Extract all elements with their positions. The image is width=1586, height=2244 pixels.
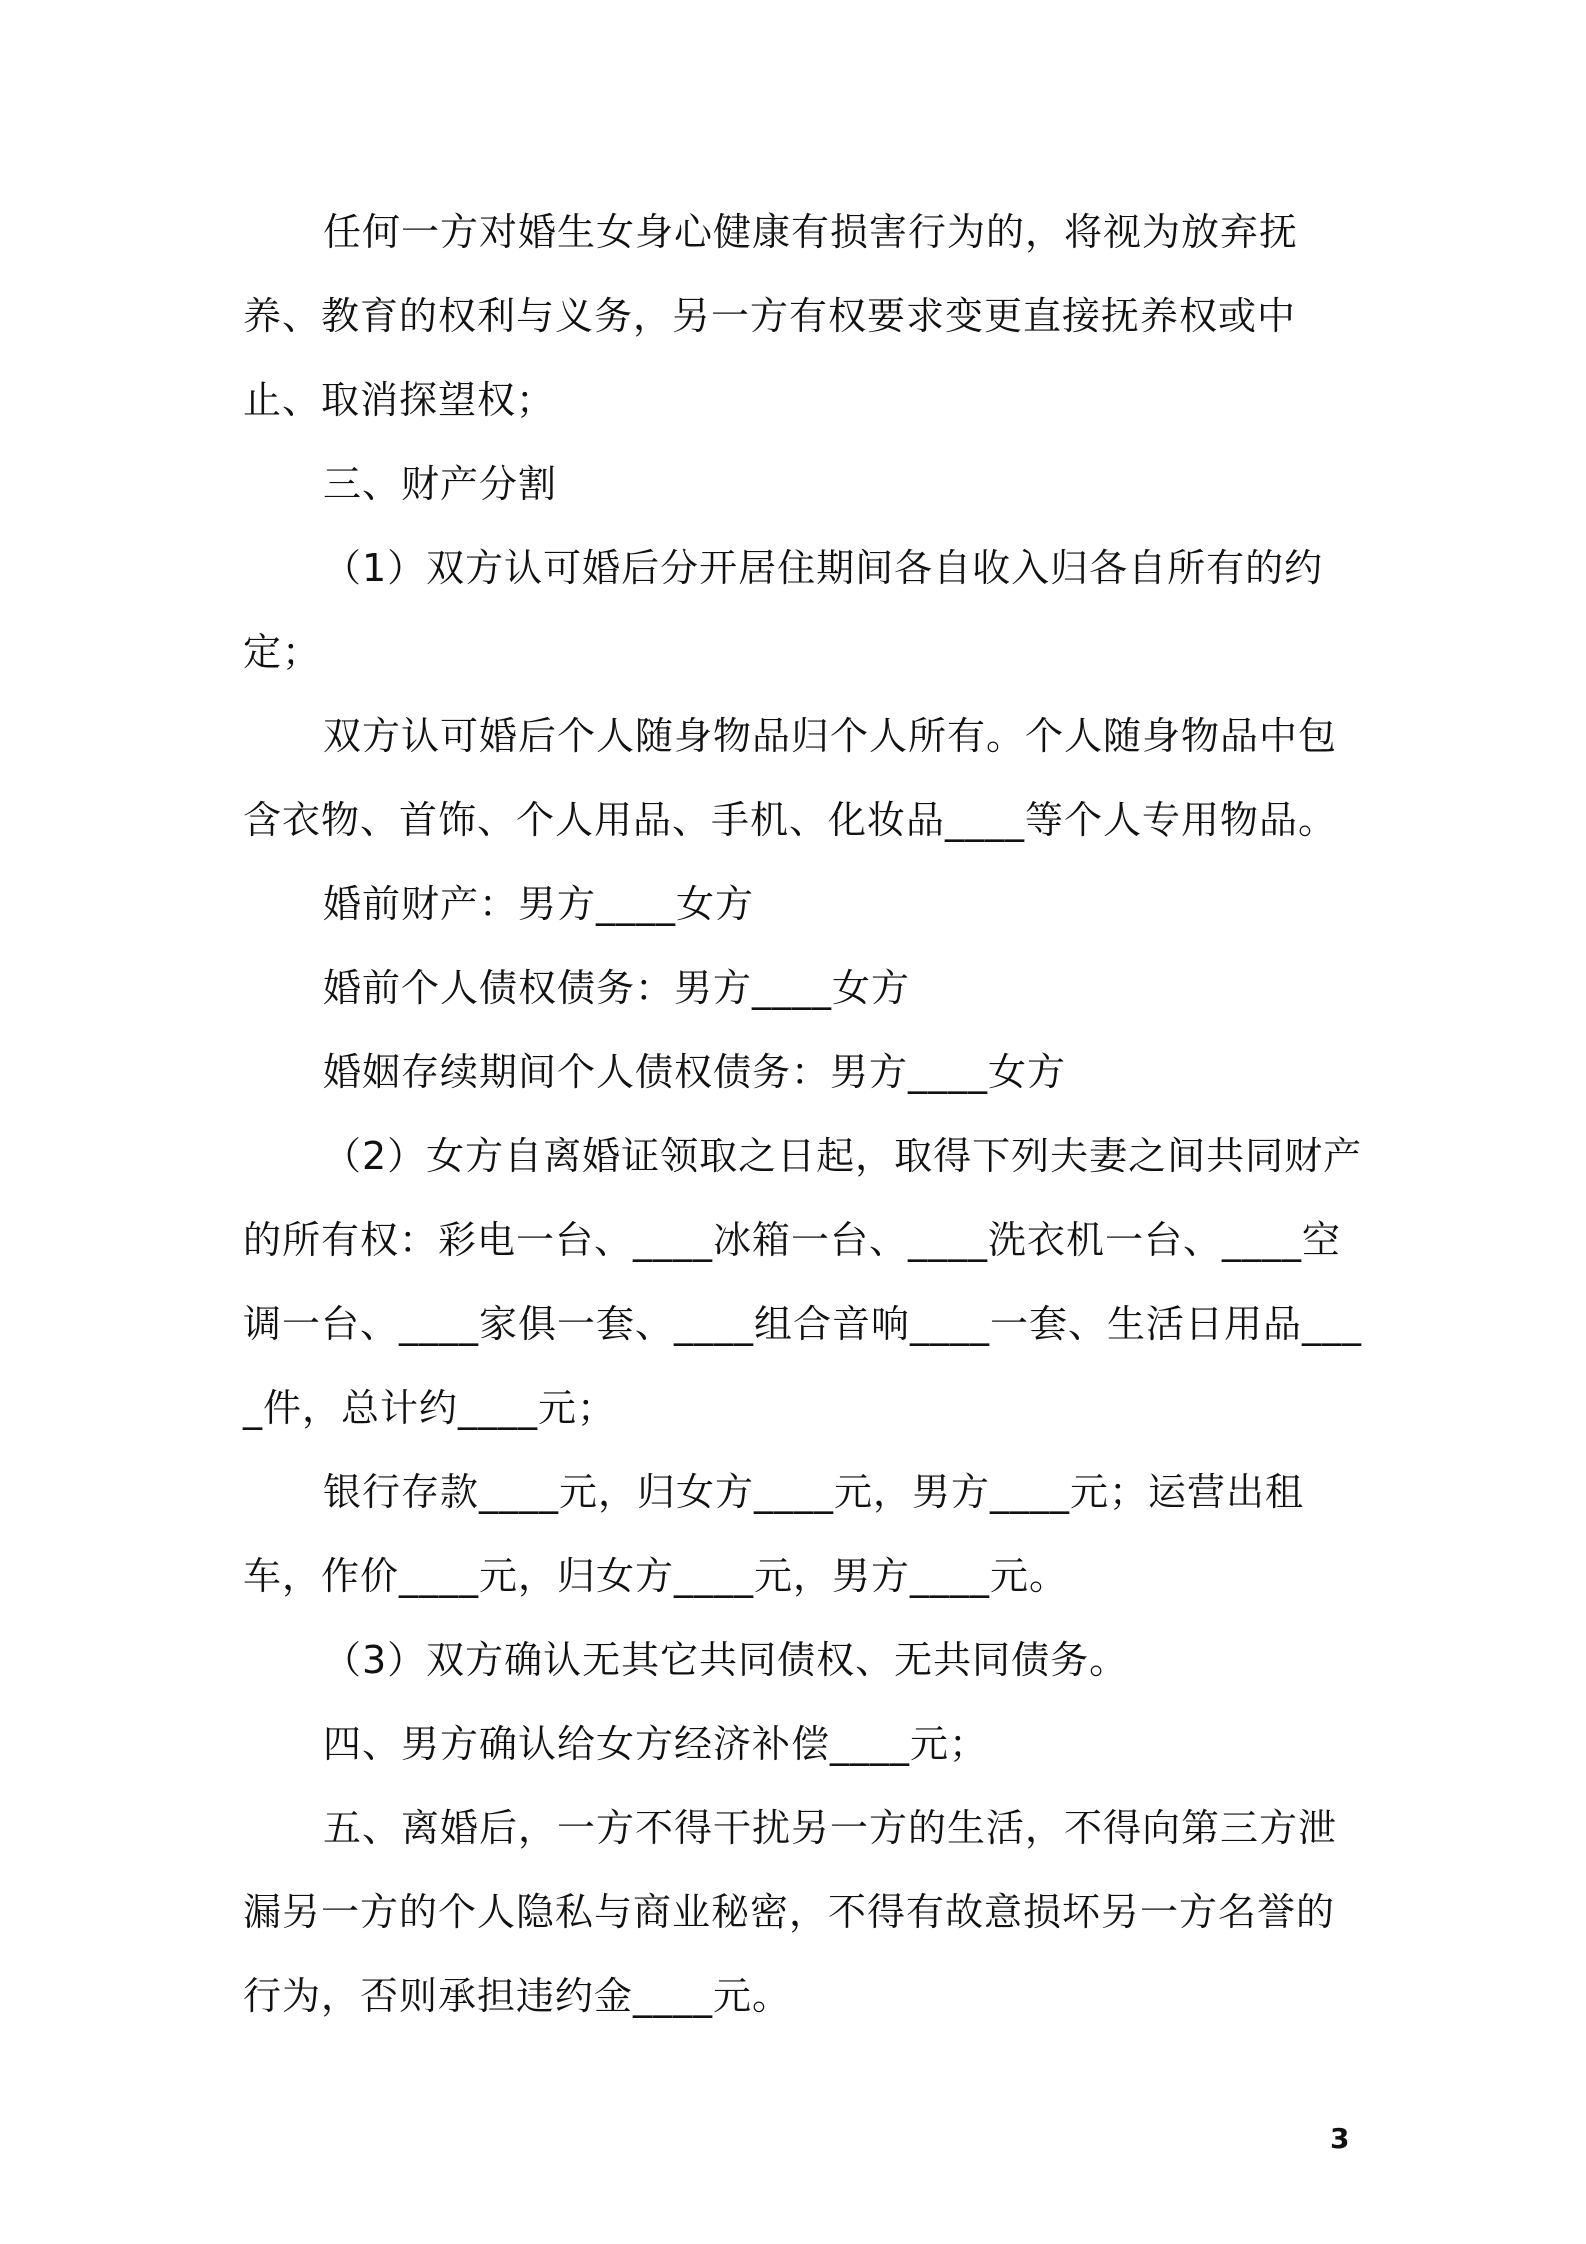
section-heading-compensation: 四、男方确认给女方经济补偿____元； <box>323 1722 989 1766</box>
paragraph-marriage-debts: 婚姻存续期间个人债权债务：男方____女方 <box>323 1050 1067 1094</box>
section-heading-property-division: 三、财产分割 <box>323 462 558 506</box>
page-number: 3 <box>1330 2122 1350 2155</box>
paragraph-income-agreement: （1）双方认可婚后分开居住期间各自收入归各自所有的约定； <box>243 546 1324 674</box>
document-body <box>243 190 1368 2038</box>
paragraph-joint-property: （2）女方自离婚证领取之日起，取得下列夫妻之间共同财产的所有权：彩电一台、____冰箱一台、____洗衣机一台、____空调一台、____家俱一套、____组合音响____一套、生活日用品____件，总计约____元； <box>243 1134 1363 1430</box>
paragraph-no-joint-debts: （3）双方确认无其它共同债权、无共同债务。 <box>323 1638 1129 1682</box>
paragraph-premarital-debts: 婚前个人债权债务：男方____女方 <box>323 966 911 1010</box>
section-heading-privacy: 五、离婚后，一方不得干扰另一方的生活，不得向第三方泄漏另一方的个人隐私与商业秘密，不得有故意损坏另一方名誉的行为，否则承担违约金____元。 <box>243 1806 1338 2018</box>
paragraph-personal-belongings: 双方认可婚后个人随身物品归个人所有。个人随身物品中包含衣物、首饰、个人用品、手机、化妆品____等个人专用物品。 <box>243 714 1338 842</box>
paragraph-premarital-property: 婚前财产：男方____女方 <box>323 882 755 926</box>
paragraph-child-rights: 任何一方对婚生女身心健康有损害行为的，将视为放弃抚养、教育的权利与义务，另一方有权要求变更直接抚养权或中止、取消探望权； <box>243 210 1299 422</box>
paragraph-bank-deposit: 银行存款____元，归女方____元，男方____元；运营出租车，作价____元，归女方____元，男方____元。 <box>243 1470 1305 1598</box>
